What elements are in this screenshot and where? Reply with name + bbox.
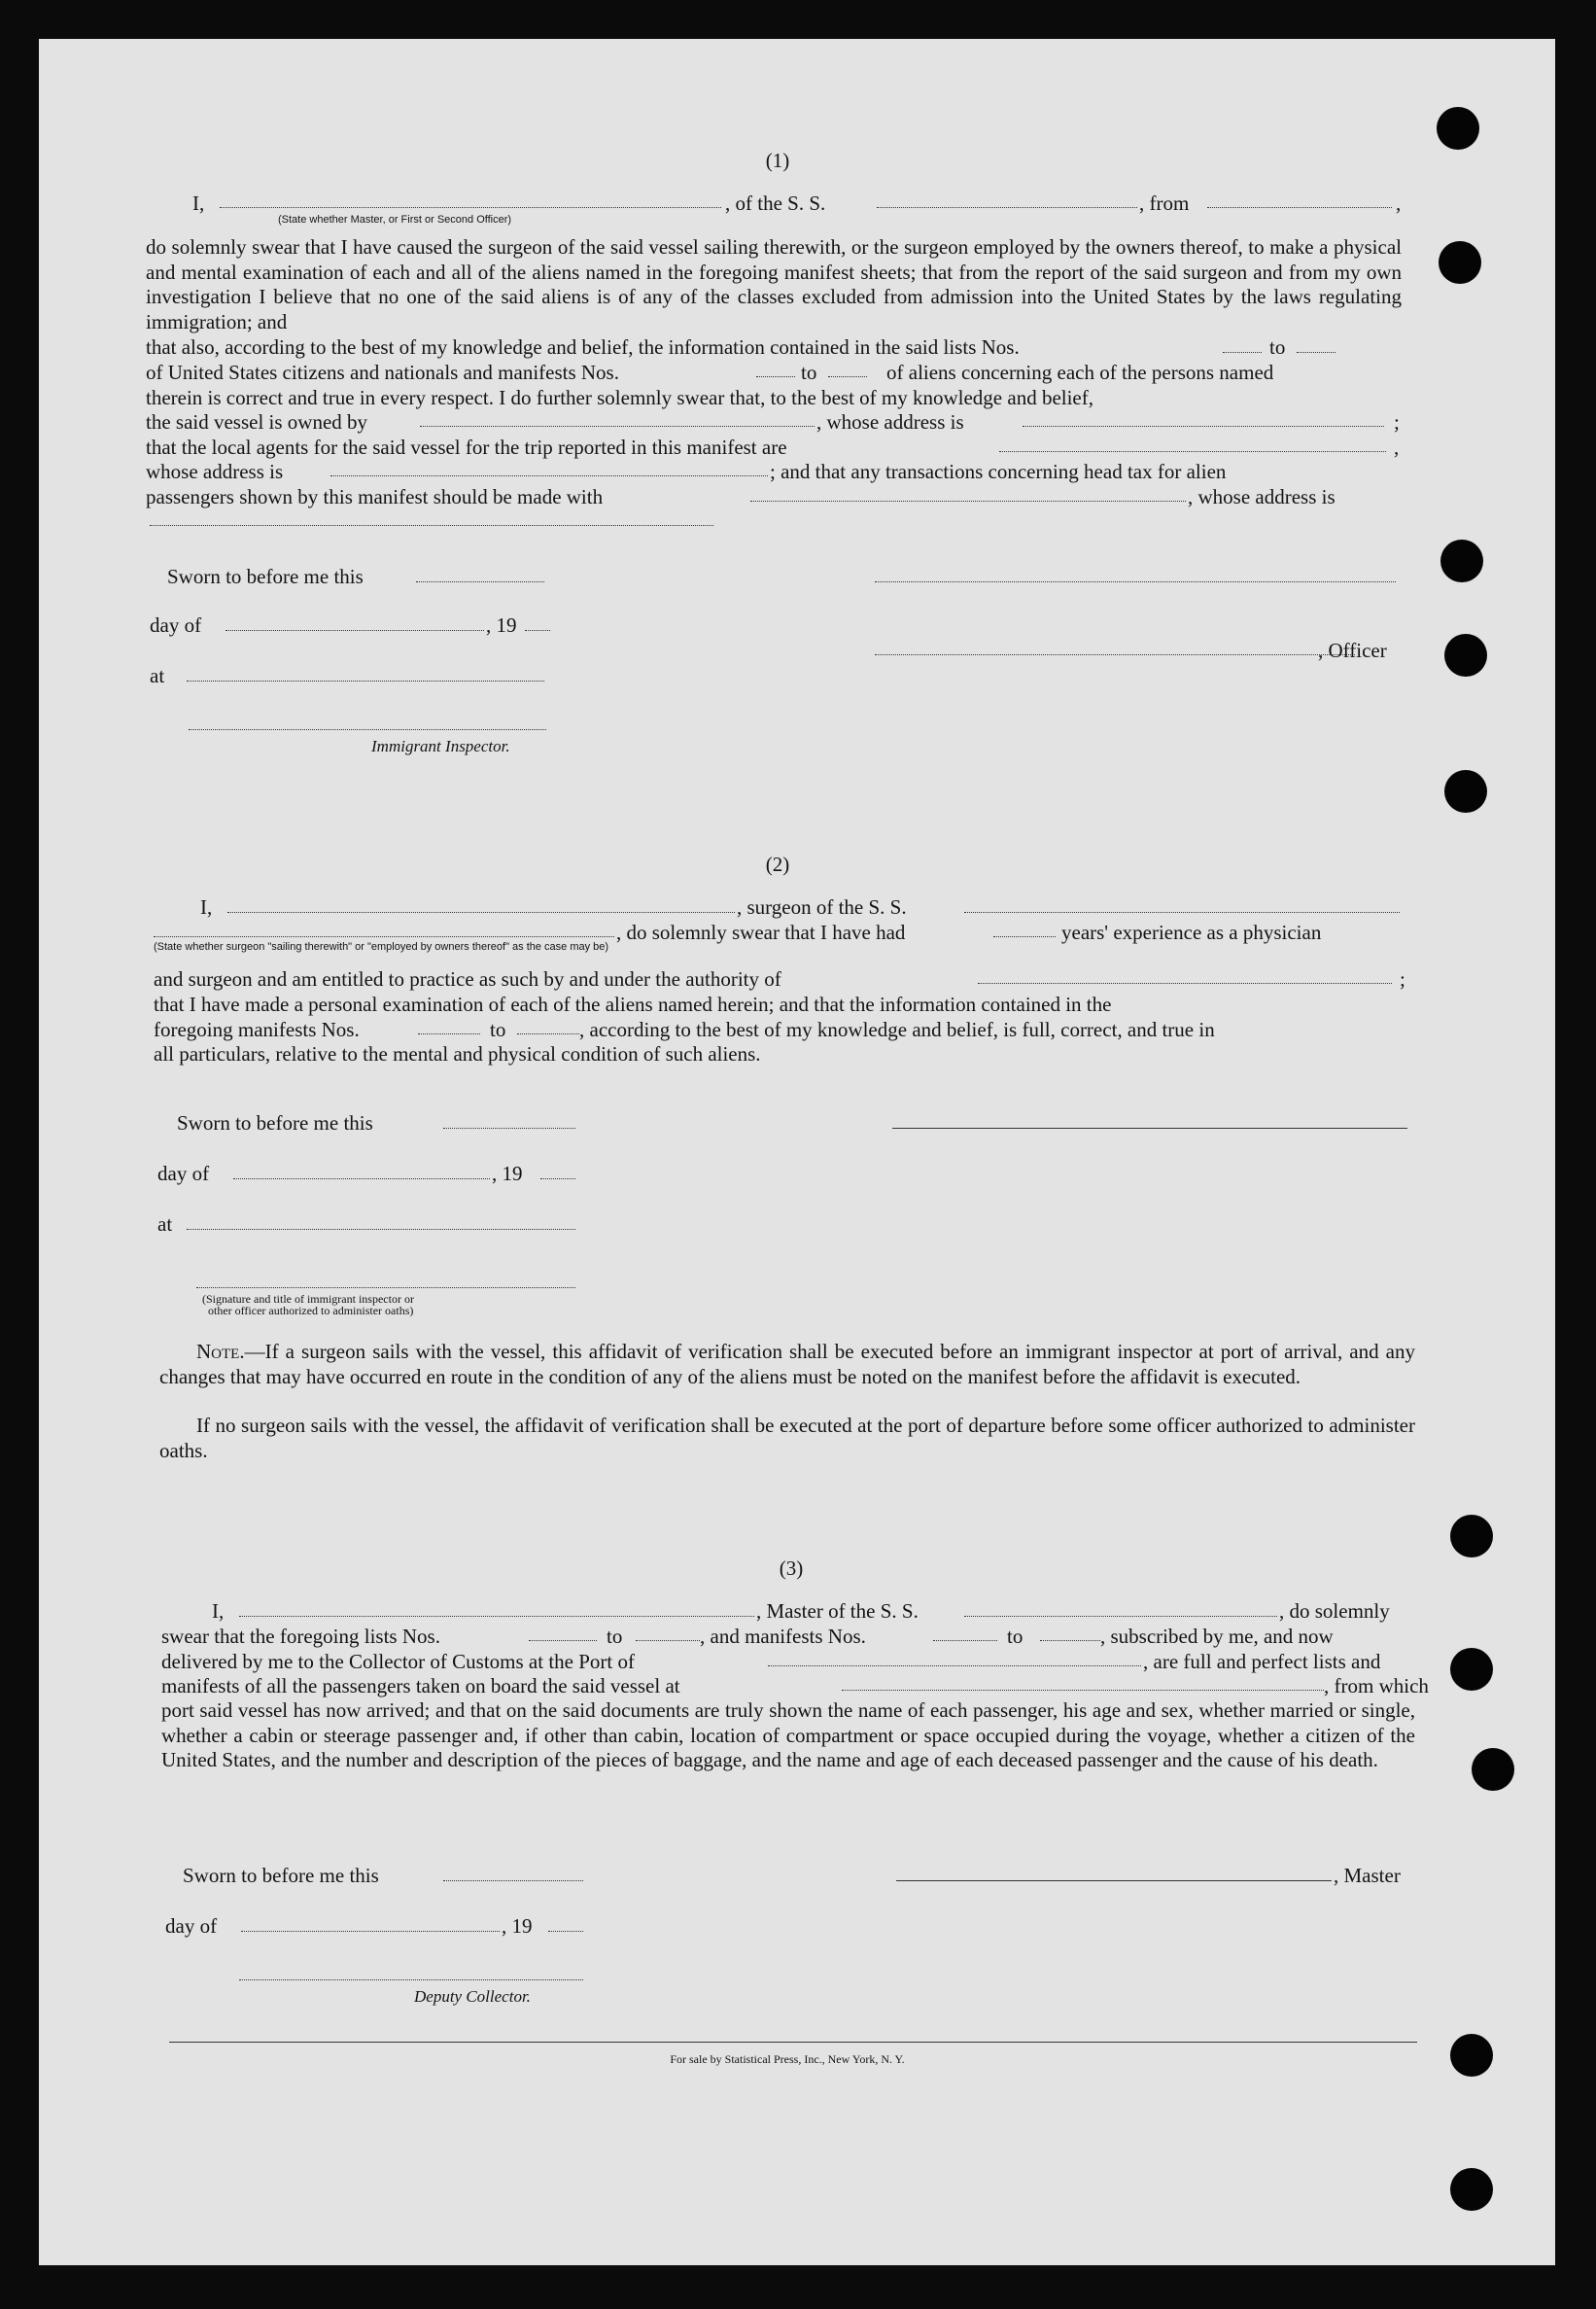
s3-manifests-to-field[interactable] — [1040, 1640, 1100, 1641]
s3-line3: manifests of all the passengers taken on board the said vessel at — [161, 1674, 680, 1697]
section-1-number: (1) — [765, 149, 790, 172]
s1-officer-name-field[interactable] — [220, 207, 721, 208]
s2-sig-caption-2: other officer authorized to administer oaths) — [208, 1304, 414, 1317]
binder-hole — [1450, 2034, 1493, 2077]
s2-sworn: Sworn to before me this — [177, 1111, 373, 1135]
s2-line3-to: to — [490, 1018, 506, 1041]
s1-line7-text: passengers shown by this manifest should be made with — [146, 485, 604, 508]
s1-lists-from-field[interactable] — [1223, 352, 1262, 353]
s2-caption: (State whether surgeon "sailing therewith" or "employed by owners thereof" as the case may be) — [154, 941, 609, 953]
binder-hole — [1472, 1748, 1514, 1791]
s1-lists-to-field[interactable] — [1297, 352, 1336, 353]
s1-head-tax-address-field[interactable] — [150, 525, 713, 526]
s3-lists-to-field[interactable] — [636, 1640, 700, 1641]
s1-line7-end: , whose address is — [1188, 485, 1336, 508]
s1-officer: , Officer — [1318, 639, 1387, 662]
s1-year-field[interactable] — [525, 630, 550, 631]
footer-rule — [169, 2042, 1417, 2043]
s1-month-field[interactable] — [226, 630, 484, 631]
s2-at-field[interactable] — [187, 1229, 575, 1230]
s3-paragraph: port said vessel has now arrived; and that on the said documents are truly shown the name of each passenger, his age and sex, whether married or single, whether a cabin or steerage passenger and, if other than cabin, location of compartment or space occupied during the voyage, whether a citizen of the United States, and the number and description of the pieces of baggage, and the name and age of each deceased passenger and the cause of his death. — [161, 1698, 1415, 1771]
s3-day-of: day of — [165, 1914, 218, 1938]
s2-month-field[interactable] — [233, 1178, 490, 1179]
s1-officer-caption: (State whether Master, or First or Second Officer) — [278, 214, 512, 226]
s2-manifests-to-field[interactable] — [517, 1033, 579, 1034]
s2-inspector-signature-field[interactable] — [196, 1287, 575, 1288]
s3-lists-from-field[interactable] — [529, 1640, 597, 1641]
s2-at: at — [157, 1212, 173, 1236]
s1-inspector-caption: Immigrant Inspector. — [371, 737, 510, 755]
s2-manifests-from-field[interactable] — [418, 1033, 480, 1034]
binder-hole — [1439, 241, 1481, 284]
s1-line6-end: ; and that any transactions concerning head tax for alien — [770, 460, 1227, 483]
s3-do-solemnly: , do solemnly — [1279, 1599, 1390, 1623]
binder-hole — [1440, 540, 1483, 582]
s3-line1: swear that the foregoing lists Nos. — [161, 1625, 440, 1648]
binder-hole — [1450, 1648, 1493, 1691]
s1-owner-address-field[interactable] — [1023, 426, 1384, 427]
s3-sworn-day-field[interactable] — [443, 1880, 583, 1881]
s2-year-field[interactable] — [540, 1178, 575, 1179]
s1-from: , from — [1139, 192, 1190, 215]
s3-line1-manifests: , and manifests Nos. — [700, 1625, 866, 1648]
s1-at: at — [150, 664, 165, 687]
s1-line2-to: to — [801, 361, 817, 384]
s2-i-label: I, — [200, 895, 213, 919]
s3-line3-end: , from which — [1324, 1674, 1429, 1697]
s3-sworn: Sworn to before me this — [183, 1864, 379, 1887]
s1-line4-address: , whose address is — [816, 410, 964, 434]
s3-line1-to2: to — [1007, 1625, 1024, 1648]
s1-line4-end: ; — [1394, 410, 1400, 434]
s1-line2-text: of United States citizens and nationals and manifests Nos. — [146, 361, 619, 384]
s1-line5-end: , — [1394, 436, 1400, 459]
s2-years: years' experience as a physician — [1061, 921, 1322, 944]
s1-line3-text: therein is correct and true in every respect. I do further solemnly swear that, to the best of my knowledge and belief, — [146, 386, 1093, 409]
s1-owner-field[interactable] — [420, 426, 815, 427]
s2-surgeon-signature-field[interactable] — [892, 1128, 1407, 1129]
s3-line2: delivered by me to the Collector of Customs at the Port of — [161, 1650, 635, 1673]
s1-line1-text: that also, according to the best of my knowledge and belief, the information contained in the said lists Nos. — [146, 335, 1020, 359]
s2-line1-end: ; — [1400, 967, 1405, 991]
s2-ship-name-field[interactable] — [964, 912, 1400, 913]
s1-manifests-to-field[interactable] — [828, 376, 867, 377]
s1-line4-text: the said vessel is owned by — [146, 410, 368, 434]
s3-line1-end: , subscribed by me, and now — [1100, 1625, 1334, 1648]
form-page — [39, 39, 1555, 2265]
s1-officer-signature-top[interactable] — [875, 581, 1396, 582]
s2-line4: all particulars, relative to the mental and physical condition of such aliens. — [154, 1042, 761, 1066]
binder-hole — [1450, 2168, 1493, 2211]
s1-inspector-signature-field[interactable] — [189, 729, 546, 730]
s1-line6-text: whose address is — [146, 460, 284, 483]
s3-line1-to: to — [607, 1625, 623, 1648]
s2-day-of: day of — [157, 1162, 210, 1185]
s3-collector-signature-field[interactable] — [239, 1979, 583, 1980]
s2-sworn-day-field[interactable] — [443, 1128, 575, 1129]
s2-swear: , do solemnly swear that I have had — [616, 921, 906, 944]
s2-surgeon-status-field[interactable] — [154, 936, 614, 937]
s3-manifests-from-field[interactable] — [933, 1640, 997, 1641]
s1-of-ss: , of the S. S. — [725, 192, 826, 215]
binder-hole — [1444, 770, 1487, 813]
s3-deputy-caption: Deputy Collector. — [414, 1987, 531, 2006]
s2-surgeon-of: , surgeon of the S. S. — [737, 895, 907, 919]
binder-hole — [1437, 107, 1479, 150]
s1-comma: , — [1396, 192, 1402, 215]
s3-year-field[interactable] — [548, 1931, 583, 1932]
s2-surgeon-name-field[interactable] — [227, 912, 735, 913]
note-paragraph-2: If no surgeon sails with the vessel, the affidavit of verification shall be executed at the port of departure before some officer authorized to administer oaths. — [159, 1414, 1415, 1462]
s1-manifests-from-field[interactable] — [756, 376, 795, 377]
s1-officer-signature-field[interactable] — [875, 654, 1355, 655]
s1-paragraph: do solemnly swear that I have caused the surgeon of the said vessel sailing therewith, or the surgeon employed by the owners thereof, to make a physical and mental examination of each and all of the aliens named in the foregoing manifest sheets; that from the report of the said surgeon and from my own investigation I believe that no one of the said aliens is of any of the classes excluded from admission into the United States by the laws regulating immigration; and — [146, 235, 1402, 333]
s2-line3: foregoing manifests Nos. — [154, 1018, 360, 1041]
s3-port-field[interactable] — [768, 1665, 1141, 1666]
s1-i-label: I, — [192, 192, 205, 215]
s3-ship-name-field[interactable] — [964, 1616, 1277, 1617]
s1-ship-name-field[interactable] — [877, 207, 1137, 208]
s2-nineteen: , 19 — [492, 1162, 523, 1185]
s1-nineteen: , 19 — [486, 613, 517, 637]
s2-authority-field[interactable] — [978, 983, 1392, 984]
footer-text: For sale by Statistical Press, Inc., New York, N. Y. — [670, 2052, 905, 2066]
s3-master-of: , Master of the S. S. — [756, 1599, 919, 1623]
s3-master-signature-field[interactable] — [896, 1880, 1332, 1881]
s1-at-field[interactable] — [187, 681, 544, 682]
s2-line1: and surgeon and am entitled to practice as such by and under the authority of — [154, 967, 781, 991]
s3-line2-end: , are full and perfect lists and — [1143, 1650, 1381, 1673]
section-2-number: (2) — [765, 853, 790, 876]
s1-line2-end: of aliens concerning each of the persons named — [886, 361, 1274, 384]
s3-master: , Master — [1334, 1864, 1401, 1887]
note-label: Note. — [196, 1340, 245, 1363]
s1-sworn-day-field[interactable] — [416, 581, 544, 582]
s3-boarding-port-field[interactable] — [842, 1690, 1324, 1691]
s2-sig-caption-1: (Signature and title of immigrant inspector or — [202, 1292, 414, 1306]
s3-nineteen: , 19 — [502, 1914, 533, 1938]
s1-line5-text: that the local agents for the said vessel for the trip reported in this manifest are — [146, 436, 787, 459]
note-text: —If a surgeon sails with the vessel, this affidavit of verification shall be executed before an immigrant inspector at port of arrival, and any changes that may have occurred en route in the condition of any of the aliens must be noted on the manifest before the affidavit is executed. — [159, 1340, 1415, 1388]
binder-hole — [1450, 1515, 1493, 1557]
s1-agents-address-field[interactable] — [330, 475, 768, 476]
s1-agents-field[interactable] — [999, 451, 1386, 452]
s3-month-field[interactable] — [241, 1931, 500, 1932]
s1-from-field[interactable] — [1207, 207, 1392, 208]
s3-master-name-field[interactable] — [239, 1616, 754, 1617]
note-paragraph-1 — [159, 1340, 1415, 1389]
s1-day-of: day of — [150, 613, 202, 637]
section-3-number: (3) — [779, 1557, 804, 1580]
binder-hole — [1444, 634, 1487, 677]
s2-years-field[interactable] — [993, 936, 1056, 937]
s1-head-tax-field[interactable] — [750, 501, 1186, 502]
s1-line1-to: to — [1269, 335, 1286, 359]
s2-line3-end: , according to the best of my knowledge and belief, is full, correct, and true in — [579, 1018, 1215, 1041]
s1-sworn: Sworn to before me this — [167, 565, 364, 588]
s3-i-label: I, — [212, 1599, 225, 1623]
s2-line2: that I have made a personal examination of each of the aliens named herein; and that the information contained in the — [154, 993, 1112, 1016]
